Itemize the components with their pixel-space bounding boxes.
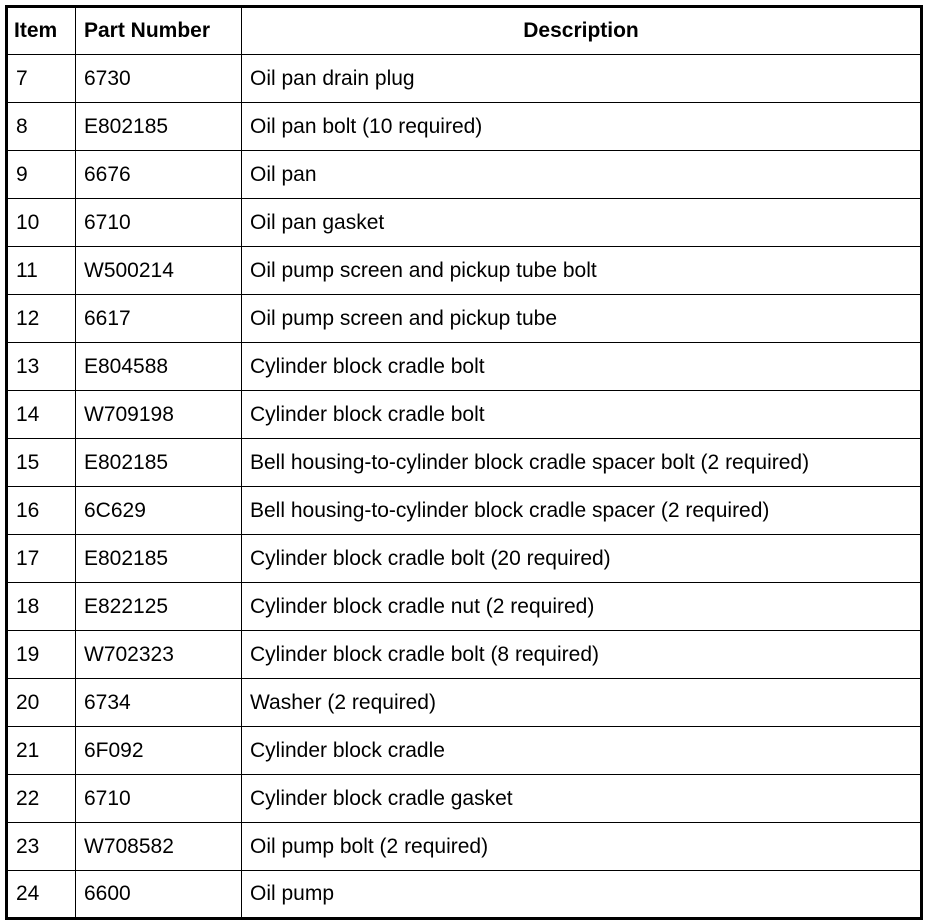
cell-item: 15 xyxy=(7,439,76,487)
table-row xyxy=(7,487,922,535)
cell-part-number: E802185 xyxy=(76,535,242,583)
table-row xyxy=(7,151,922,199)
cell-item: 14 xyxy=(7,391,76,439)
cell-description: Bell housing-to-cylinder block cradle spacer (2 required) xyxy=(242,487,922,535)
cell-part-number: E802185 xyxy=(76,439,242,487)
cell-description: Oil pump screen and pickup tube bolt xyxy=(242,247,922,295)
cell-description: Cylinder block cradle bolt (20 required) xyxy=(242,535,922,583)
table-row xyxy=(7,247,922,295)
cell-item: 21 xyxy=(7,727,76,775)
cell-description: Oil pump bolt (2 required) xyxy=(242,823,922,871)
cell-item: 24 xyxy=(7,871,76,919)
cell-description: Bell housing-to-cylinder block cradle spacer bolt (2 required) xyxy=(242,439,922,487)
cell-description: Oil pump xyxy=(242,871,922,919)
table-row xyxy=(7,199,922,247)
cell-item: 19 xyxy=(7,631,76,679)
cell-item: 16 xyxy=(7,487,76,535)
table-row xyxy=(7,823,922,871)
table-row xyxy=(7,631,922,679)
header-part-number: Part Number xyxy=(76,7,242,55)
cell-item: 13 xyxy=(7,343,76,391)
cell-part-number: W708582 xyxy=(76,823,242,871)
cell-item: 10 xyxy=(7,199,76,247)
header-item: Item xyxy=(7,7,76,55)
table-header xyxy=(7,7,922,55)
cell-description: Cylinder block cradle bolt xyxy=(242,391,922,439)
cell-description: Oil pan gasket xyxy=(242,199,922,247)
cell-item: 18 xyxy=(7,583,76,631)
cell-part-number: 6F092 xyxy=(76,727,242,775)
table-row xyxy=(7,727,922,775)
cell-part-number: W500214 xyxy=(76,247,242,295)
cell-part-number: W709198 xyxy=(76,391,242,439)
cell-part-number: 6734 xyxy=(76,679,242,727)
cell-part-number: 6617 xyxy=(76,295,242,343)
cell-part-number: 6600 xyxy=(76,871,242,919)
cell-description: Cylinder block cradle nut (2 required) xyxy=(242,583,922,631)
cell-description: Washer (2 required) xyxy=(242,679,922,727)
cell-part-number: 6710 xyxy=(76,775,242,823)
table-row xyxy=(7,439,922,487)
cell-item: 20 xyxy=(7,679,76,727)
cell-item: 8 xyxy=(7,103,76,151)
table-row xyxy=(7,391,922,439)
cell-description: Cylinder block cradle bolt xyxy=(242,343,922,391)
cell-description: Oil pan drain plug xyxy=(242,55,922,103)
parts-table xyxy=(5,5,923,920)
cell-item: 11 xyxy=(7,247,76,295)
cell-part-number: E804588 xyxy=(76,343,242,391)
table-row xyxy=(7,103,922,151)
table-row xyxy=(7,55,922,103)
header-description: Description xyxy=(242,7,922,55)
cell-part-number: W702323 xyxy=(76,631,242,679)
cell-item: 12 xyxy=(7,295,76,343)
cell-part-number: 6710 xyxy=(76,199,242,247)
table-body xyxy=(7,55,922,919)
cell-part-number: 6676 xyxy=(76,151,242,199)
cell-description: Oil pump screen and pickup tube xyxy=(242,295,922,343)
header-row xyxy=(7,7,922,55)
cell-part-number: 6C629 xyxy=(76,487,242,535)
cell-item: 22 xyxy=(7,775,76,823)
table-row xyxy=(7,583,922,631)
table-row xyxy=(7,535,922,583)
cell-part-number: E822125 xyxy=(76,583,242,631)
table-row xyxy=(7,775,922,823)
table-row xyxy=(7,295,922,343)
cell-part-number: E802185 xyxy=(76,103,242,151)
table-row xyxy=(7,343,922,391)
cell-part-number: 6730 xyxy=(76,55,242,103)
table-row xyxy=(7,679,922,727)
cell-item: 9 xyxy=(7,151,76,199)
cell-description: Cylinder block cradle bolt (8 required) xyxy=(242,631,922,679)
cell-item: 17 xyxy=(7,535,76,583)
cell-description: Cylinder block cradle xyxy=(242,727,922,775)
cell-description: Oil pan bolt (10 required) xyxy=(242,103,922,151)
cell-item: 23 xyxy=(7,823,76,871)
cell-item: 7 xyxy=(7,55,76,103)
cell-description: Cylinder block cradle gasket xyxy=(242,775,922,823)
table-row xyxy=(7,871,922,919)
cell-description: Oil pan xyxy=(242,151,922,199)
